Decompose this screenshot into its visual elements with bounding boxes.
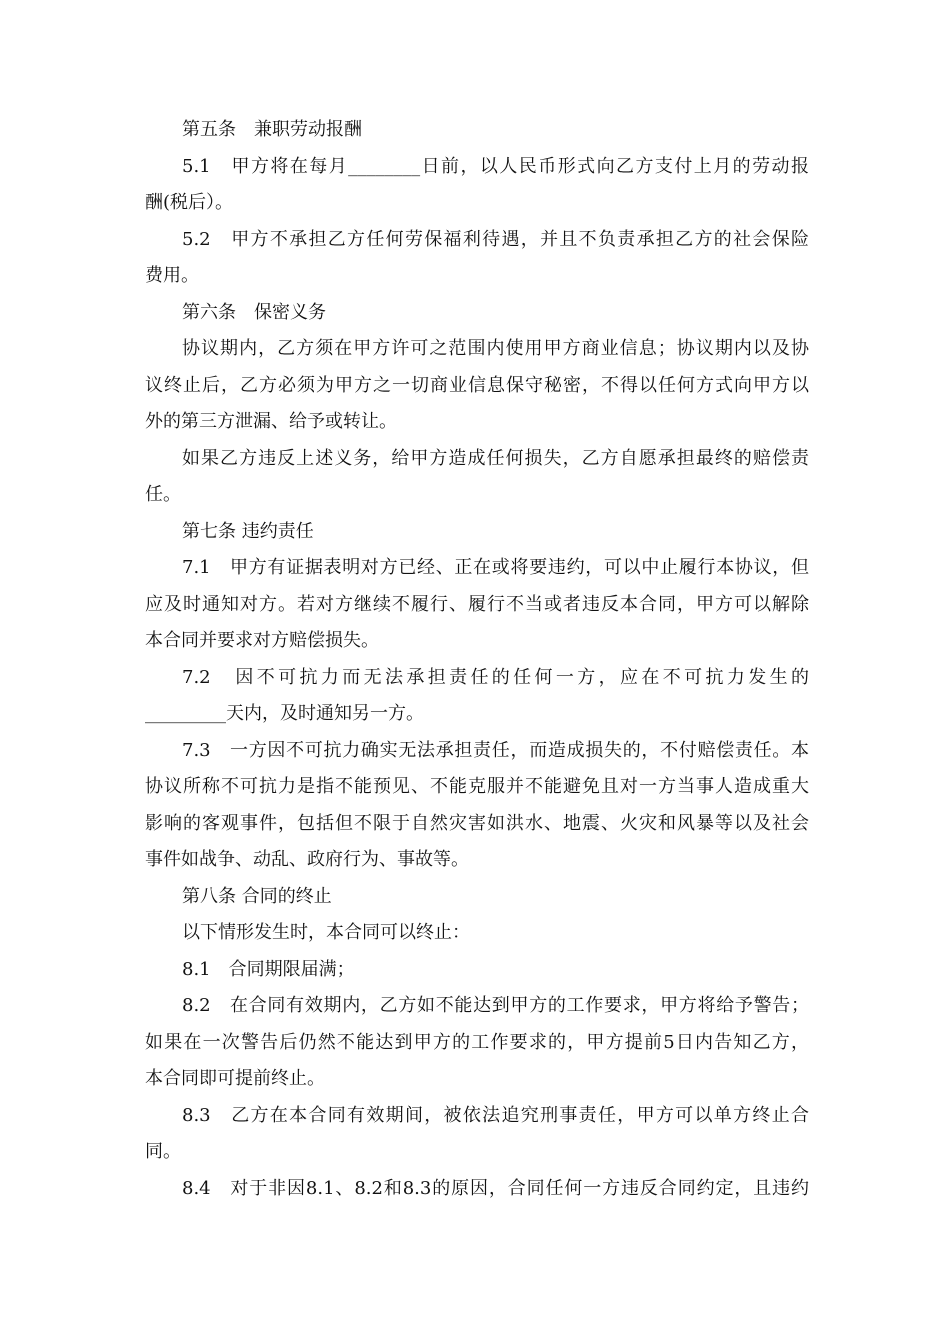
text-line: 5.1 甲方将在每月________日前，以人民币形式向乙方支付上月的劳动报 [182,155,809,177]
text-line: 本合同并要求对方赔偿损失。 [145,630,379,651]
text-line: 影响的客观事件，包括但不限于自然灾害如洪水、地震、火灾和风暴等以及社会 [145,812,809,834]
text-line: 如果乙方违反上述义务，给甲方造成任何损失，乙方自愿承担最终的赔偿责 [182,447,809,469]
text-line: 协议所称不可抗力是指不能预见、不能克服并不能避免且对一方当事人造成重大 [145,776,809,797]
text-line: 协议期内，乙方须在甲方许可之范围内使用甲方商业信息；协议期内以及协 [182,338,809,359]
text-line: 第五条 兼职劳动报酬 [182,119,362,140]
text-line: 7.2 因不可抗力而无法承担责任的任何一方，应在不可抗力发生的 [182,666,809,688]
text-line: 如果在一次警告后仍然不能达到甲方的工作要求的，甲方提前5日内告知乙方， [145,1031,809,1053]
text-line: 同。 [145,1141,181,1162]
text-line: _________天内，及时通知另一方。 [145,703,424,724]
text-line: 8.3 乙方在本合同有效期间，被依法追究刑事责任，甲方可以单方终止合 [182,1104,809,1126]
text-line: 以下情形发生时，本合同可以终止： [182,922,470,943]
text-line: 8.4 对于非因8.1、8.2和8.3的原因，合同任何一方违反合同约定，且违约 [182,1177,809,1199]
text-line: 应及时通知对方。若对方继续不履行、履行不当或者违反本合同，甲方可以解除 [145,593,809,615]
text-line: 8.2 在合同有效期内，乙方如不能达到甲方的工作要求，甲方将给予警告； [182,995,809,1016]
text-line: 8.1 合同期限届满； [182,958,355,980]
document-page [145,112,809,1207]
text-line: 任。 [145,484,181,505]
text-line: 5.2 甲方不承担乙方任何劳保福利待遇，并且不负责承担乙方的社会保险 [182,228,809,250]
text-line: 本合同即可提前终止。 [145,1068,325,1089]
text-line: 议终止后，乙方必须为甲方之一切商业信息保守秘密，不得以任何方式向甲方以 [145,374,809,396]
text-line: 第六条 保密义务 [182,301,326,323]
text-line: 费用。 [145,265,199,286]
text-line: 7.1 甲方有证据表明对方已经、正在或将要违约，可以中止履行本协议，但 [182,557,809,578]
text-line: 外的第三方泄漏、给予或转让。 [145,411,397,432]
text-line: 酬(税后）。 [145,192,234,213]
text-line: 7.3 一方因不可抗力确实无法承担责任，而造成损失的，不付赔偿责任。本 [182,739,809,761]
text-line: 事件如战争、动乱、政府行为、事故等。 [145,849,469,870]
text-line: 第八条 合同的终止 [182,885,332,907]
text-line: 第七条 违约责任 [182,520,314,542]
